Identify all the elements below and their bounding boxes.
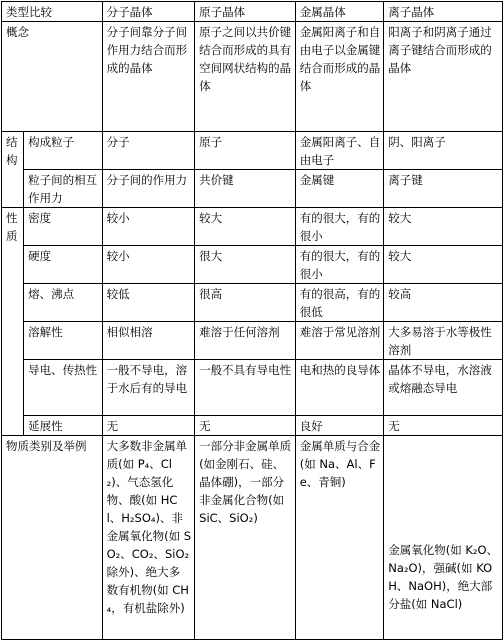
row-label: 概念 xyxy=(2,22,103,132)
cell-metallic: 金属键 xyxy=(295,170,384,208)
cell-molecular: 大多数非金属单质(如 P₄、Cl₂)、气态氢化物、酸(如 HCl、H₂SO₄)、非金属氧化物(如 SO₂、CO₂、SiO₂除外)、绝大多数有机物(如 CH₄，有机盐除外) xyxy=(102,436,195,640)
cell-metallic: 金属阳离子、自由电子 xyxy=(295,132,384,170)
cell-atomic: 较大 xyxy=(195,208,296,246)
cell-molecular: 较小 xyxy=(102,208,195,246)
cell-molecular: 无 xyxy=(102,416,195,436)
row-density xyxy=(2,208,503,246)
header-ionic: 离子晶体 xyxy=(384,2,503,22)
cell-metallic: 难溶于常见溶剂 xyxy=(295,322,384,360)
cell-molecular: 一般不导电，溶于水后有的导电 xyxy=(102,360,195,416)
cell-metallic: 有的很高，有的很低 xyxy=(295,284,384,322)
cell-metallic: 金属单质与合金(如 Na、Al、Fe、青铜) xyxy=(295,436,384,640)
header-category: 类型比较 xyxy=(2,2,103,22)
cell-metallic: 金属阳离子和自由电子以金属键结合而形成的晶体 xyxy=(295,22,384,132)
cell-ionic: 离子键 xyxy=(384,170,503,208)
row-label: 密度 xyxy=(24,208,102,246)
row-solubility xyxy=(2,322,503,360)
cell-metallic: 有的很大，有的很小 xyxy=(295,208,384,246)
cell-ionic: 大多易溶于水等极性溶剂 xyxy=(384,322,503,360)
row-concept xyxy=(2,22,503,132)
group-label-properties: 性质 xyxy=(2,208,24,436)
cell-atomic: 很大 xyxy=(195,246,296,284)
row-melting xyxy=(2,284,503,322)
group-label-structure: 结构 xyxy=(2,132,24,208)
row-interaction xyxy=(2,170,503,208)
cell-atomic: 共价键 xyxy=(195,170,296,208)
header-molecular: 分子晶体 xyxy=(102,2,195,22)
crystal-comparison-table xyxy=(1,1,503,640)
cell-atomic: 一般不具有导电性 xyxy=(195,360,296,416)
cell-metallic: 有的很大，有的很小 xyxy=(295,246,384,284)
cell-ionic: 较高 xyxy=(384,284,503,322)
cell-atomic: 一部分非金属单质(如金刚石、硅、晶体硼)，一部分非金属化合物(如 SiC、SiO₂) xyxy=(195,436,296,640)
row-label: 构成粒子 xyxy=(24,132,102,170)
row-examples xyxy=(2,436,503,640)
row-conductivity xyxy=(2,360,503,416)
cell-ionic: 金属氧化物(如 K₂O、Na₂O)，强碱(如 KOH、NaOH)，绝大部分盐(如 NaCl) xyxy=(384,436,503,640)
cell-ionic: 较大 xyxy=(384,208,503,246)
cell-ionic: 晶体不导电，水溶液或熔融态导电 xyxy=(384,360,503,416)
row-label: 溶解性 xyxy=(24,322,102,360)
row-label: 硬度 xyxy=(24,246,102,284)
cell-metallic: 良好 xyxy=(295,416,384,436)
cell-ionic: 阳离子和阴离子通过离子键结合而形成的晶体 xyxy=(384,22,503,132)
cell-atomic: 原子之间以共价键结合而形成的具有空间网状结构的晶体 xyxy=(195,22,296,132)
cell-molecular: 分子 xyxy=(102,132,195,170)
cell-ionic: 较大 xyxy=(384,246,503,284)
cell-metallic: 电和热的良导体 xyxy=(295,360,384,416)
header-metallic: 金属晶体 xyxy=(295,2,384,22)
row-label: 粒子间的相互作用力 xyxy=(24,170,102,208)
cell-molecular: 较低 xyxy=(102,284,195,322)
row-hardness xyxy=(2,246,503,284)
row-label: 导电、传热性 xyxy=(24,360,102,416)
cell-atomic: 无 xyxy=(195,416,296,436)
header-atomic: 原子晶体 xyxy=(195,2,296,22)
header-row xyxy=(2,2,503,22)
row-particles xyxy=(2,132,503,170)
cell-atomic: 原子 xyxy=(195,132,296,170)
row-label: 延展性 xyxy=(24,416,102,436)
cell-atomic: 难溶于任何溶剂 xyxy=(195,322,296,360)
row-label: 熔、沸点 xyxy=(24,284,102,322)
cell-molecular: 分子间靠分子间作用力结合而形成的晶体 xyxy=(102,22,195,132)
cell-atomic: 很高 xyxy=(195,284,296,322)
cell-molecular: 分子间的作用力 xyxy=(102,170,195,208)
cell-molecular: 较小 xyxy=(102,246,195,284)
cell-ionic: 阴、阳离子 xyxy=(384,132,503,170)
cell-ionic: 无 xyxy=(384,416,503,436)
cell-molecular: 相似相溶 xyxy=(102,322,195,360)
row-ductility xyxy=(2,416,503,436)
row-label: 物质类别及举例 xyxy=(2,436,103,640)
